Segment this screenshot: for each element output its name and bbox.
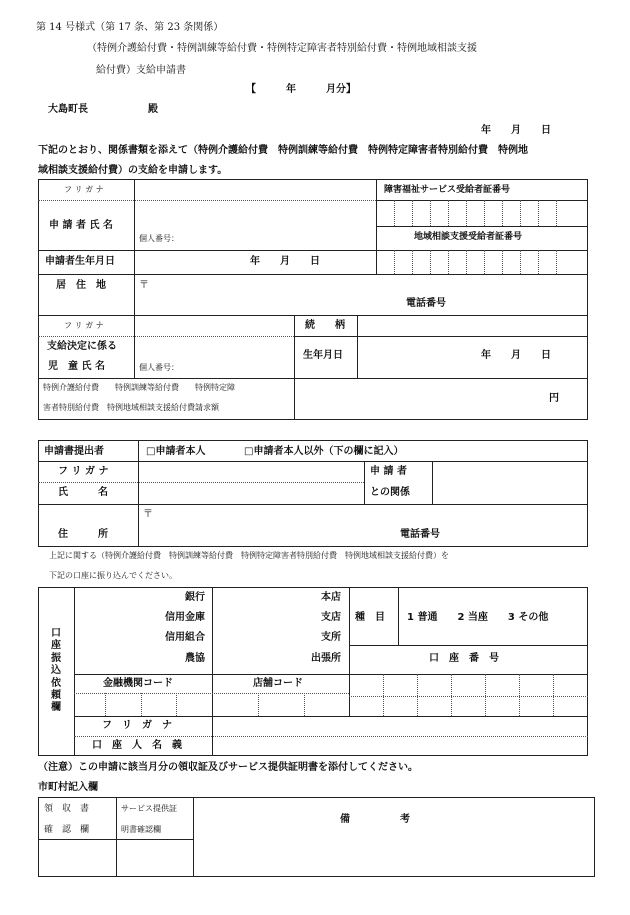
institution-code-label: 金融機関コード bbox=[103, 678, 173, 689]
child-personal-number-label: 個人番号： bbox=[139, 363, 179, 372]
child-birthdate-value: 年 月 日 bbox=[481, 350, 551, 361]
remarks-label: 備 考 bbox=[340, 814, 410, 825]
shinkin-label: 信用金庫 bbox=[165, 612, 205, 623]
claim-amount-label-line2: 害者特別給付費 特例地域相談支援給付費請求額 bbox=[43, 403, 219, 412]
form-title-line1: （特例介護給付費・特例訓練等給付費・特例特定障害者特別給付費・特例地域相談支援 bbox=[87, 43, 477, 54]
account-holder-label: 口 座 人 名 義 bbox=[92, 740, 182, 751]
relation-to-applicant-line2: との関係 bbox=[370, 487, 410, 498]
furigana-label: フ リ ガ ナ bbox=[64, 185, 104, 194]
relationship-label: 続 柄 bbox=[305, 320, 345, 331]
submitter-furigana-label: フ リ ガ ナ bbox=[58, 466, 109, 477]
personal-number-label: 個人番号： bbox=[139, 234, 179, 243]
agency-label: 出張所 bbox=[311, 653, 341, 664]
postal-mark: 〒 bbox=[139, 280, 149, 291]
applicant-birthdate-label: 申請者生年月日 bbox=[45, 256, 115, 267]
form-title-line2: 給付費）支給申請書 bbox=[96, 65, 186, 76]
bank-label: 銀行 bbox=[185, 592, 205, 603]
branch-label: 支店 bbox=[321, 612, 341, 623]
receipt-check-line2: 確 認 欄 bbox=[44, 825, 90, 835]
form-number: 第 14 号様式（第 17 条、第 23 条関係） bbox=[36, 22, 224, 33]
service-proof-check-line2: 明書確認欄 bbox=[121, 825, 161, 834]
sub-branch-label: 支所 bbox=[321, 632, 341, 643]
caution-note: （注意）この申請に該当月分の領収証及びサービス提供証明書を添付してください。 bbox=[38, 762, 418, 773]
service-proof-check-line1: サービス提供証 bbox=[121, 804, 177, 813]
applicant-birthdate-value: 年 月 日 bbox=[250, 256, 320, 267]
submitter-name-label: 氏 名 bbox=[58, 487, 108, 498]
addressee: 大島町長 殿 bbox=[48, 104, 158, 115]
claim-amount-label-line1: 特例介護給付費 特例訓練等給付費 特例特定障 bbox=[43, 383, 235, 392]
submitter-self-checkbox[interactable]: □申請者本人 bbox=[146, 446, 206, 457]
intro-line1: 下記のとおり、関係書類を添えて（特例介護給付費 特例訓練等給付費 特例特定障害者特別給付費 特例地 bbox=[38, 145, 528, 156]
residence-label: 居 住 地 bbox=[56, 280, 106, 291]
service-cert-number-label: 障害福祉サービス受給者証番号 bbox=[384, 185, 511, 195]
target-month: 【 年 月分】 bbox=[246, 84, 356, 95]
submitter-postal-mark: 〒 bbox=[143, 509, 153, 520]
credit-union-label: 信用組合 bbox=[165, 632, 205, 643]
bank-transfer-vertical-label: 口座振込依頼欄 bbox=[51, 628, 61, 714]
account-type-options: 1 普通 2 当座 3 その他 bbox=[407, 612, 549, 623]
receipt-check-line1: 領 収 書 bbox=[44, 804, 90, 814]
submitter-label: 申請書提出者 bbox=[44, 446, 104, 457]
head-office-label: 本店 bbox=[321, 592, 341, 603]
intro-line2: 域相談支援給付費）の支給を申請します。 bbox=[38, 165, 228, 176]
area-support-cert-number-label: 地域相談支援受給者証番号 bbox=[414, 232, 523, 242]
agri-coop-label: 農協 bbox=[185, 653, 205, 664]
submitter-phone-label: 電話番号 bbox=[400, 529, 440, 540]
transfer-note-line2: 下記の口座に振り込んでください。 bbox=[49, 571, 177, 580]
applicant-name-label: 申 請 者 氏 名 bbox=[49, 220, 113, 231]
holder-furigana-label: フ リ ガ ナ bbox=[102, 720, 172, 731]
submitter-other-checkbox[interactable]: □申請者本人以外（下の欄に記入） bbox=[244, 446, 404, 457]
child-name-label-line1: 支給決定に係る bbox=[47, 341, 117, 352]
municipal-section-title: 市町村記入欄 bbox=[38, 782, 98, 793]
account-type-label: 種 目 bbox=[355, 612, 385, 623]
yen-unit: 円 bbox=[549, 393, 559, 404]
child-furigana-label: フ リ ガ ナ bbox=[64, 321, 104, 330]
child-name-label-line2: 児 童 氏 名 bbox=[48, 361, 105, 372]
submitter-address-label: 住 所 bbox=[58, 529, 108, 540]
child-birthdate-label: 生年月日 bbox=[303, 350, 343, 361]
phone-label: 電話番号 bbox=[406, 298, 446, 309]
relation-to-applicant-line1: 申 請 者 bbox=[370, 466, 407, 477]
account-number-label: 口 座 番 号 bbox=[429, 653, 499, 664]
transfer-note-line1: 上記に関する（特例介護給付費 特例訓練等給付費 特例特定障害者特別給付費 特例地域相談支援給付費）を bbox=[49, 551, 449, 560]
application-date: 年 月 日 bbox=[481, 125, 551, 136]
branch-code-label: 店舗コード bbox=[253, 678, 303, 689]
